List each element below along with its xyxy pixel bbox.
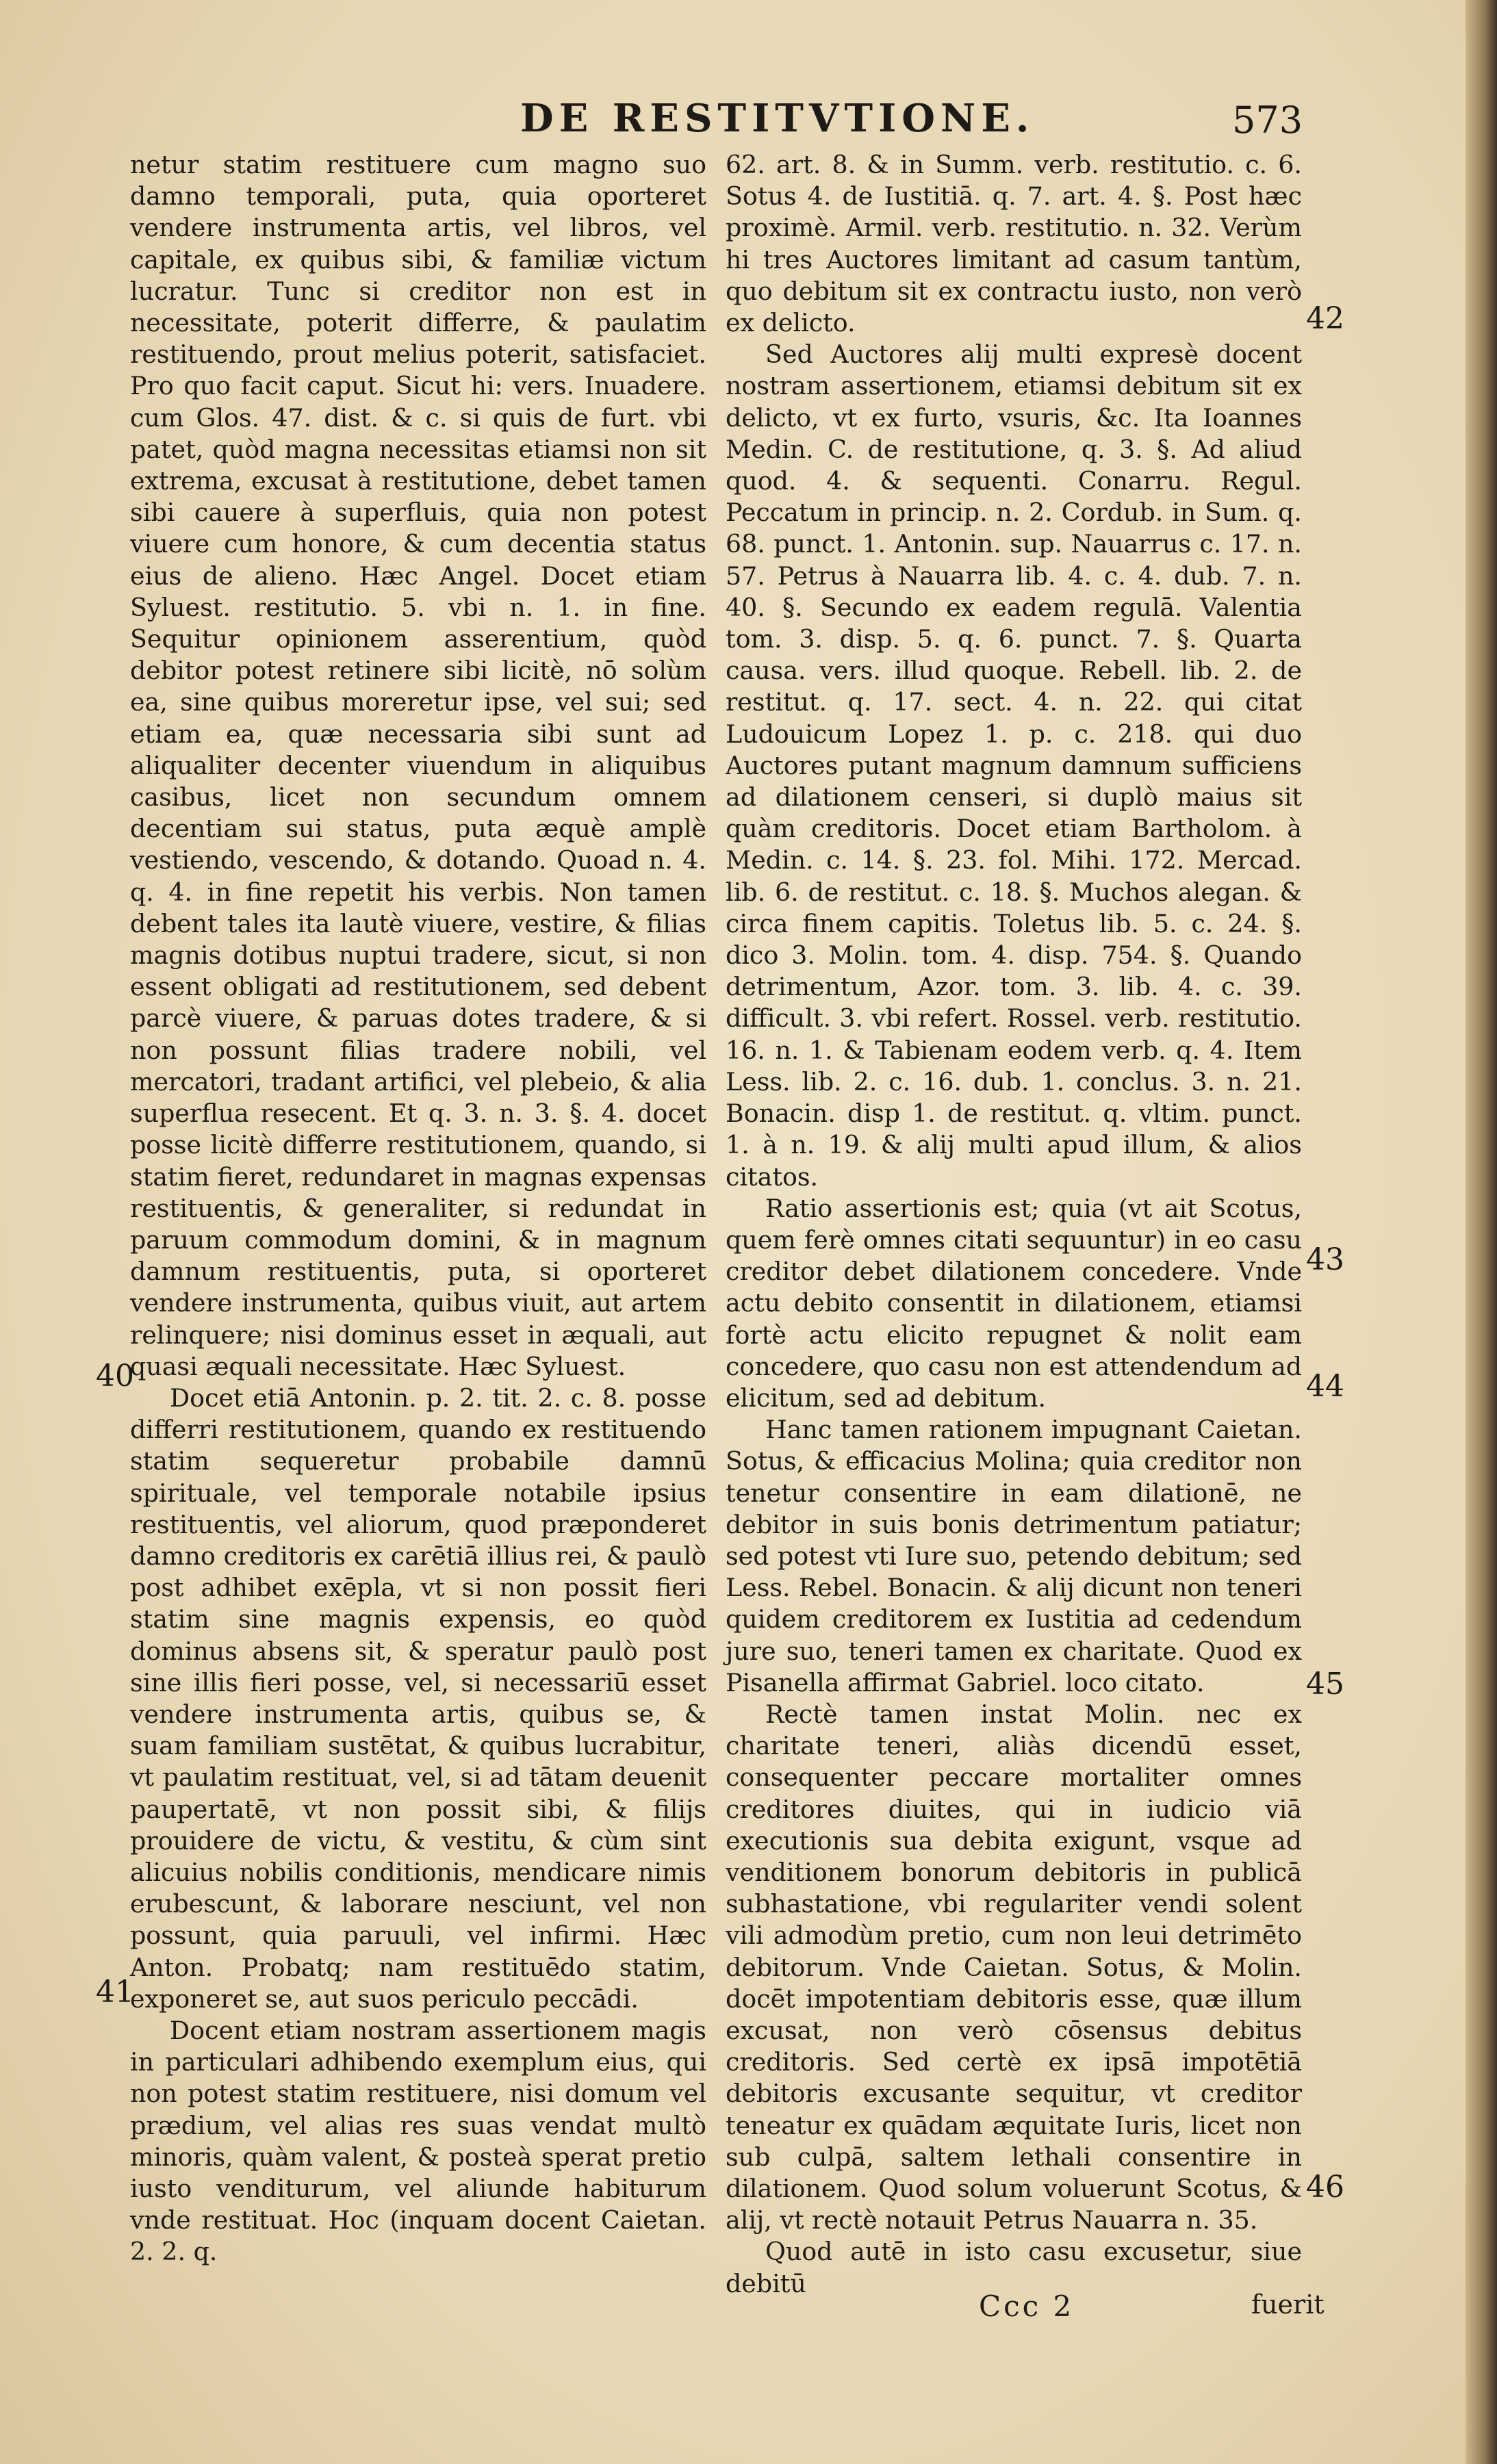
margin-number-42: 42 bbox=[1306, 301, 1344, 336]
margin-number-44: 44 bbox=[1306, 1369, 1344, 1404]
left-paragraph-2: Docet etiā Antonin. p. 2. tit. 2. c. 8. posse differri restitutionem, quando ex restituendo statim sequeretur probabile damnū spirituale, vel temporale notabile ipsius restituentis, vel aliorum, quod præponderet damno creditoris ex carētiā illius rei, & paulò post adhibet exēpla, vt si non possit fieri statim sine magnis expensis, eo quòd dominus absens sit, & speratur paulò post sine illis fieri posse, vel, si necessariū esset vendere instrumenta artis, quibus se, & suam familiam sustētat, & quibus lucrabitur, vt paulatim restituat, vel, si ad tātam deuenit paupertatē, vt non possit sibi, & filijs prouidere de victu, & vestitu, & cùm sint alicuius nobilis conditionis, mendicare nimis erubescunt, & laborare nesciunt, vel non possunt, quia paruuli, vel infirmi. Hæc Anton. Probatq; nam restituēdo statim, exponeret se, aut suos periculo peccādi. bbox=[130, 1383, 706, 2014]
left-paragraph-3: Docent etiam nostram assertionem magis in particulari adhibendo exemplum eius, qui non potest statim restituere, nisi domum vel prædium, vel alias res suas vendat multò minoris, quàm valent, & posteà sperat pretio iusto venditurum, vel aliunde habiturum vnde restituat. Hoc (inquam docent Caietan. 2. 2. q. bbox=[130, 2015, 706, 2267]
left-text-column bbox=[130, 149, 706, 2268]
right-paragraph-2: Sed Auctores alij multi expresè docent nostram assertionem, etiamsi debitum sit ex delicto, vt ex furto, vsuris, &c. Ita Ioannes Medin. C. de restitutione, q. 3. §. Ad aliud quod. 4. & sequenti. Conarru. Regul. Peccatum in princip. n. 2. Cordub. in Sum. q. 68. punct. 1. Antonin. sup. Nauarrus c. 17. n. 57. Petrus à Nauarra lib. 4. c. 4. dub. 7. n. 40. §. Secundo ex eadem regulā. Valentia tom. 3. disp. 5. q. 6. punct. 7. §. Quarta causa. vers. illud quoque. Rebell. lib. 2. de restitut. q. 17. sect. 4. n. 22. qui citat Ludouicum Lopez 1. p. c. 218. qui duo Auctores putant magnum damnum sufficiens ad dilationem censeri, si duplò maius sit quàm creditoris. Docet etiam Bartholom. à Medin. c. 14. §. 23. fol. Mihi. 172. Mercad. lib. 6. de restitut. c. 18. §. Muchos alegan. & circa finem capitis. Toletus lib. 5. c. 24. §. dico 3. Molin. tom. 4. disp. 754. §. Quando detrimentum, Azor. tom. 3. lib. 4. c. 39. difficult. 3. vbi refert. Rossel. verb. restitutio. 16. n. 1. & Tabienam eodem verb. q. 4. Item Less. lib. 2. c. 16. dub. 1. conclus. 3. n. 21. Bonacin. disp 1. de restitut. q. vltim. punct. 1. à n. 19. & alij multi apud illum, & alios citatos. bbox=[726, 339, 1302, 1192]
book-spine-shadow bbox=[1466, 0, 1497, 2464]
margin-number-41: 41 bbox=[96, 1975, 134, 2010]
margin-number-40: 40 bbox=[96, 1359, 134, 1394]
catchword: fuerit bbox=[1251, 2289, 1325, 2320]
page-number: 573 bbox=[1232, 99, 1303, 142]
right-paragraph-6: Quod autē in isto casu excusetur, siue debitū bbox=[726, 2237, 1302, 2298]
right-paragraph-4: Hanc tamen rationem impugnant Caietan. Sotus, & efficacius Molina; quia creditor non tenetur consentire in eam dilationē, ne debitor in suis bonis detrimentum patiatur; sed potest vti Iure suo, petendo debitum; sed Less. Rebel. Bonacin. & alij dicunt non teneri quidem creditorem ex Iustitia ad cedendum jure suo, teneri tamen ex charitate. Quod ex Pisanella affirmat Gabriel. loco citato. bbox=[726, 1415, 1302, 1697]
running-title: DE RESTITVTIONE. bbox=[520, 96, 1035, 141]
margin-number-43: 43 bbox=[1306, 1242, 1344, 1277]
right-paragraph-1: 62. art. 8. & in Summ. verb. restitutio. c. 6. Sotus 4. de Iustitiā. q. 7. art. 4. §. Post hæc proximè. Armil. verb. restitutio. n. 32. Verùm hi tres Auctores limitant ad casum tantùm, quo debitum sit ex contractu iusto, non verò ex delicto. bbox=[726, 150, 1302, 338]
right-text-column bbox=[726, 149, 1302, 2300]
margin-number-45: 45 bbox=[1306, 1667, 1344, 1702]
page-header bbox=[0, 96, 1465, 157]
right-paragraph-3: Ratio assertionis est; quia (vt ait Scotus, quem ferè omnes citati sequuntur) in eo casu creditor debet dilationem concedere. Vnde actu debito consentit in dilationem, etiamsi fortè actu elicito repugnet & nolit eam concedere, quo casu non est attendendum ad elicitum, sed ad debitum. bbox=[726, 1193, 1302, 1413]
left-paragraph-1: netur statim restituere cum magno suo damno temporali, puta, quia oporteret vendere instrumenta artis, vel libros, vel capitale, ex quibus sibi, & familiæ victum lucratur. Tunc si creditor non est in necessitate, poterit differre, & paulatim restituendo, prout melius poterit, satisfaciet. Pro quo facit caput. Sicut hi: vers. Inuadere. cum Glos. 47. dist. & c. si quis de furt. vbi patet, quòd magna necessitas etiamsi non sit extrema, excusat à restitutione, debet tamen sibi cauere à superfluis, quia non potest viuere cum honore, & cum decentia status eius de alieno. Hæc Angel. Docet etiam Syluest. restitutio. 5. vbi n. 1. in fine. Sequitur opinionem asserentium, quòd debitor potest retinere sibi licitè, nō solùm ea, sine quibus moreretur ipse, vel sui; sed etiam ea, quæ necessaria sibi sunt ad aliqualiter decenter viuendum in aliquibus casibus, licet non secundum omnem decentiam sui status, puta æquè amplè vestiendo, vescendo, & dotando. Quoad n. 4. q. 4. in fine repetit his verbis. Non tamen debent tales ita lautè viuere, vestire, & filias magnis dotibus nuptui tradere, sicut, si non essent obligati ad restitutionem, sed debent parcè viuere, & paruas dotes tradere, & si non possunt filias tradere nobili, vel mercatori, tradant artifici, vel plebeio, & alia superflua resecent. Et q. 3. n. 3. §. 4. docet posse licitè differre restitutionem, quando, si statim fieret, redundaret in magnas expensas restituentis, & generaliter, si redundat in paruum commodum domini, & in magnum damnum restituentis, puta, si oporteret vendere instrumenta, quibus viuit, aut artem relinquere; nisi dominus esset in æquali, aut quasi æquali necessitate. Hæc Syluest. bbox=[130, 150, 706, 1381]
signature-mark: Ccc 2 bbox=[979, 2289, 1075, 2323]
right-paragraph-5: Rectè tamen instat Molin. nec ex charitate teneri, aliàs dicendū esset, consequenter peccare mortaliter omnes creditores diuites, qui in iudicio viā executionis sua debita exigunt, vsque ad venditionem bonorum debitoris in publicā subhastatione, vbi regulariter vendi solent vili admodùm pretio, cum non leui detrimēto debitorum. Vnde Caietan. Sotus, & Molin. docēt impotentiam debitoris esse, quæ illum excusat, non verò cōsensus debitus creditoris. Sed certè ex ipsā impotētiā debitoris excusante sequitur, vt creditor teneatur ex quādam æquitate Iuris, licet non sub culpā, saltem lethali consentire in dilationem. Quod solum voluerunt Scotus, & alij, vt rectè notauit Petrus Nauarra n. 35. bbox=[726, 1699, 1302, 2235]
margin-number-46: 46 bbox=[1306, 2170, 1344, 2205]
